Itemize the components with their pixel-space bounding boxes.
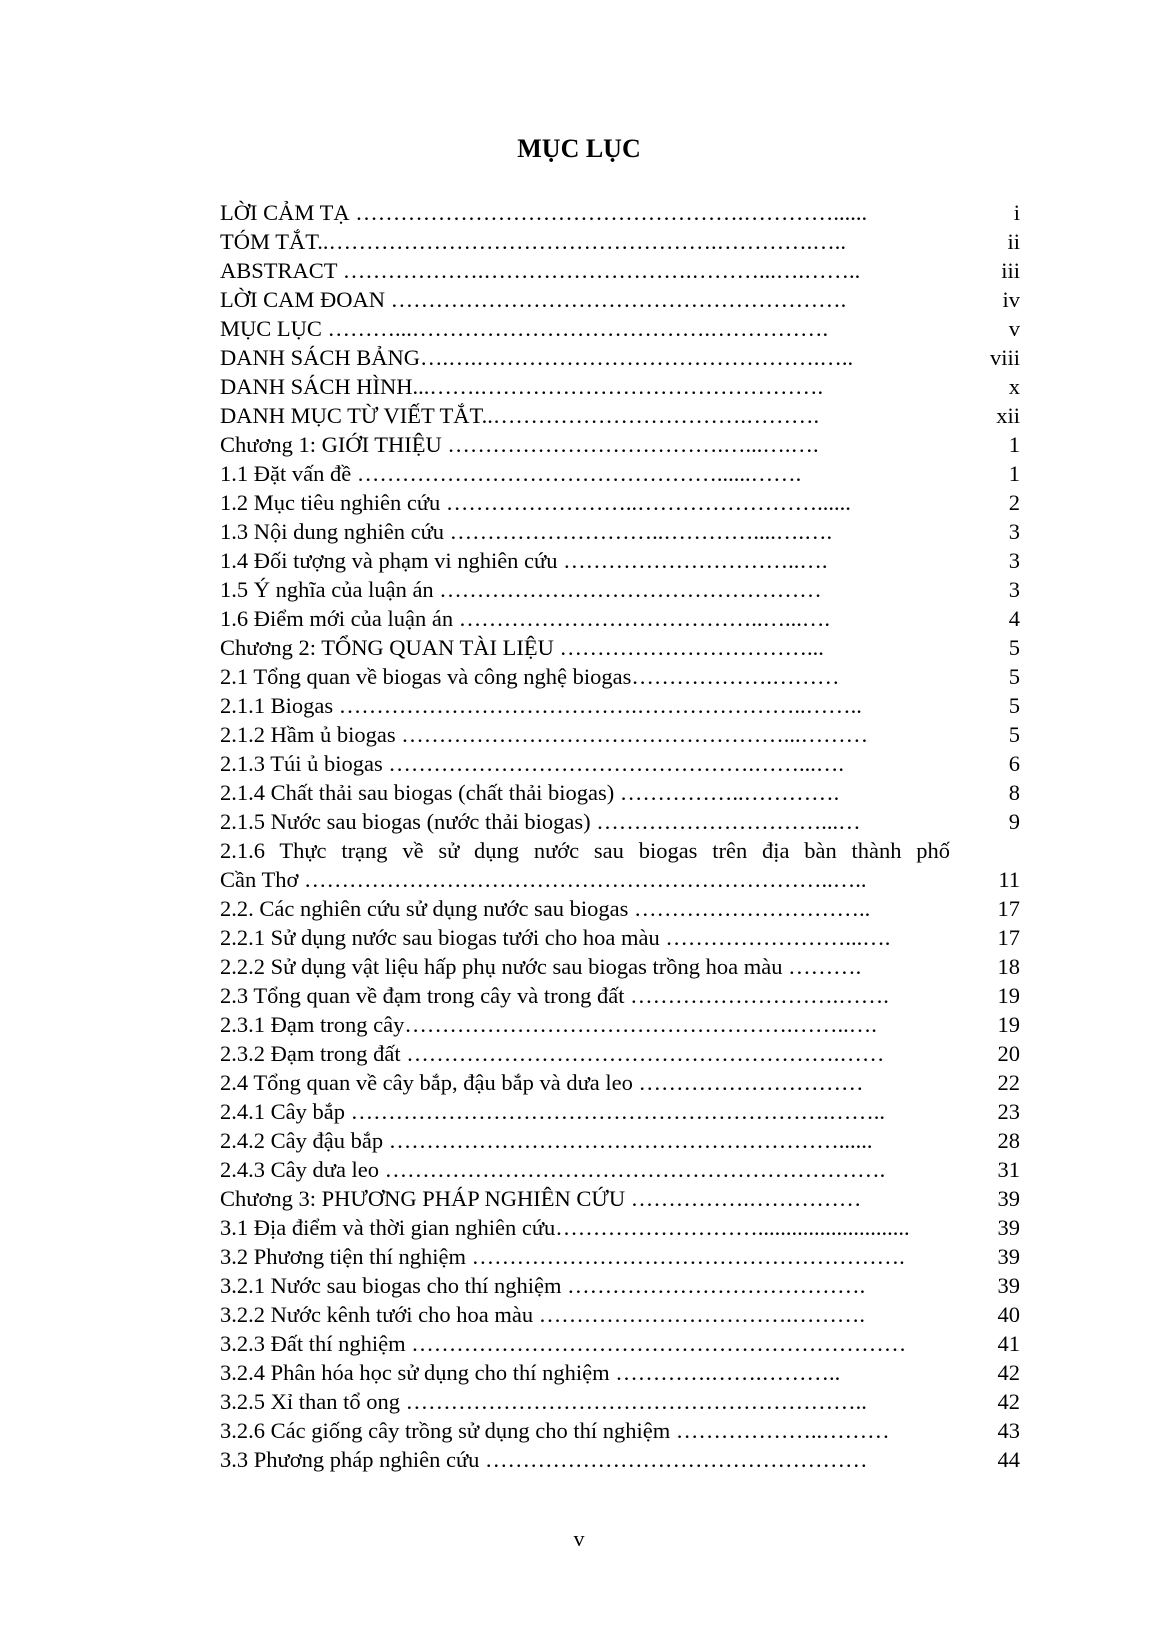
toc-entry xyxy=(220,1329,1020,1358)
toc-entry-text: LỜI CAM ĐOAN ……………………………………………………. xyxy=(220,287,847,312)
toc-entry-page: 1 xyxy=(1008,432,1020,457)
toc-entry-text: 3.2.4 Phân hóa học sử dụng cho thí nghiệm ………….…….……….. xyxy=(220,1360,841,1385)
toc-entry xyxy=(220,662,1020,691)
toc-entry-page: 19 xyxy=(997,1012,1020,1037)
toc-entry xyxy=(220,981,1020,1010)
toc-entry xyxy=(220,836,1020,894)
toc-entry-text: 2.4 Tổng quan về cây bắp, đậu bắp và dưa leo ………………………… xyxy=(220,1070,864,1095)
page-number: v xyxy=(573,1526,585,1551)
toc-entry-text: 2.1.5 Nước sau biogas (nước thải biogas) …………………………...… xyxy=(220,809,861,834)
toc-entry-page: 5 xyxy=(1008,635,1020,660)
toc-entry xyxy=(220,488,1020,517)
toc-entry-text: 2.1.3 Túi ủ biogas ………………………………………….……...…. xyxy=(220,751,844,776)
toc-entry-text: 2.3.1 Đạm trong cây…………………………………………….……..…. xyxy=(220,1012,877,1037)
toc-entry xyxy=(220,1155,1020,1184)
toc-entry-page: 42 xyxy=(997,1360,1020,1385)
toc-entry xyxy=(220,749,1020,778)
toc-entry-text: 3.2.3 Đất thí nghiệm ………………………………………………………… xyxy=(220,1331,907,1356)
toc-entry-page: 6 xyxy=(1008,751,1020,776)
toc-entry xyxy=(220,1039,1020,1068)
toc-entry-text: 2.1.6 Thực trạng về sử dụng nước sau biogas trên địa bàn thành phố xyxy=(220,838,950,863)
toc-entry xyxy=(220,1445,1020,1474)
toc-entry xyxy=(220,1416,1020,1445)
toc-entry xyxy=(220,1213,1020,1242)
toc-entry-text: MỤC LỤC ………...………………………………….……………. xyxy=(220,316,829,341)
toc-entry-text: 3.1 Địa điểm và thời gian nghiên cứu………………………........................... xyxy=(220,1215,910,1240)
toc-entry xyxy=(220,575,1020,604)
toc-entry-page: 19 xyxy=(997,983,1020,1008)
toc-entry-text: 3.2.2 Nước kênh tưới cho hoa màu …………………………….………. xyxy=(220,1302,865,1327)
toc-entry xyxy=(220,372,1020,401)
table-of-contents xyxy=(220,198,1020,1474)
toc-entry-text: 2.1.1 Biogas ………………………………….…………………..…….. xyxy=(220,693,862,718)
toc-entry-page: 40 xyxy=(997,1302,1020,1327)
toc-entry-page: 39 xyxy=(997,1215,1020,1240)
toc-entry-page: 41 xyxy=(997,1331,1020,1356)
toc-entry-page: 22 xyxy=(997,1070,1020,1095)
toc-entry xyxy=(220,778,1020,807)
toc-entry-text: DANH MỤC TỪ VIẾT TẮT..…………………………….………. xyxy=(220,403,820,428)
toc-entry xyxy=(220,401,1020,430)
toc-entry-text: 3.2.1 Nước sau biogas cho thí nghiệm …………………………………. xyxy=(220,1273,866,1298)
toc-entry xyxy=(220,198,1020,227)
toc-entry xyxy=(220,285,1020,314)
toc-entry xyxy=(220,1387,1020,1416)
toc-entry xyxy=(220,1242,1020,1271)
toc-entry xyxy=(220,923,1020,952)
toc-entry xyxy=(220,256,1020,285)
toc-entry-page: 20 xyxy=(997,1041,1020,1066)
toc-entry-text: 3.2.5 Xỉ than tổ ong …………………………………………………….. xyxy=(220,1389,867,1414)
toc-entry xyxy=(220,1126,1020,1155)
toc-entry-page: 18 xyxy=(997,954,1020,979)
toc-entry-page: 5 xyxy=(1008,664,1020,689)
toc-entry-page: 39 xyxy=(997,1273,1020,1298)
toc-entry-text: 2.1.2 Hầm ủ biogas ……………………………………………...……… xyxy=(220,722,869,747)
toc-entry-page: xii xyxy=(996,403,1020,428)
toc-entry-page: iii xyxy=(1001,258,1020,283)
toc-entry-page: v xyxy=(1008,316,1020,341)
toc-entry-page: 3 xyxy=(1008,519,1020,544)
toc-entry-page: 17 xyxy=(997,925,1020,950)
toc-entry-page: 5 xyxy=(1008,722,1020,747)
toc-entry-page: iv xyxy=(1002,287,1020,312)
toc-entry-text: 3.2.6 Các giống cây trồng sử dụng cho thí nghiệm ………………..……… xyxy=(220,1418,890,1443)
toc-entry-page: 5 xyxy=(1008,693,1020,718)
toc-entry xyxy=(220,1010,1020,1039)
toc-entry-page: 3 xyxy=(1008,548,1020,573)
toc-entry-text: 1.5 Ý nghĩa của luận án …………………………………………… xyxy=(220,577,822,602)
toc-entry-page: 3 xyxy=(1008,577,1020,602)
toc-entry-text: Chương 3: PHƯƠNG PHÁP NGHIÊN CỨU …………….…………… xyxy=(220,1186,862,1211)
toc-entry xyxy=(220,1068,1020,1097)
toc-entry-page: 23 xyxy=(997,1099,1020,1124)
toc-entry-text: 3.2 Phương tiện thí nghiệm …………………………………………………. xyxy=(220,1244,905,1269)
toc-entry xyxy=(220,720,1020,749)
toc-entry xyxy=(220,343,1020,372)
toc-entry xyxy=(220,1358,1020,1387)
toc-entry-page: i xyxy=(1013,200,1020,225)
toc-entry-text: 2.4.2 Cây đậu bắp ……………………………………………………...... xyxy=(220,1128,873,1153)
toc-entry-text: 1.3 Nội dung nghiên cứu ………………………..…………....….…. xyxy=(220,519,833,544)
toc-entry xyxy=(220,459,1020,488)
toc-entry-page: viii xyxy=(989,345,1020,370)
toc-entry-text: 2.1 Tổng quan về biogas và công nghệ biogas……………….……… xyxy=(220,664,840,689)
toc-entry-text: Chương 2: TỔNG QUAN TÀI LIỆU ……………………………... xyxy=(220,635,824,660)
toc-entry-text: 2.4.1 Cây bắp ……………………………………………………….…….. xyxy=(220,1099,885,1124)
toc-entry xyxy=(220,1271,1020,1300)
toc-entry xyxy=(220,430,1020,459)
toc-entry-page: 9 xyxy=(1008,809,1020,834)
toc-entry-text: 1.2 Mục tiêu nghiên cứu ……………………..……………………...... xyxy=(220,490,851,515)
toc-entry xyxy=(220,546,1020,575)
toc-entry xyxy=(220,807,1020,836)
toc-entry xyxy=(220,1300,1020,1329)
toc-entry xyxy=(220,227,1020,256)
toc-entry-text: 2.2.1 Sử dụng nước sau biogas tưới cho hoa màu ……………………...…. xyxy=(220,925,891,950)
toc-entry xyxy=(220,517,1020,546)
toc-entry-text: 2.2. Các nghiên cứu sử dụng nước sau biogas ………………………….. xyxy=(220,896,871,921)
toc-entry-page: 39 xyxy=(997,1244,1020,1269)
toc-entry-page: 43 xyxy=(997,1418,1020,1443)
toc-entry-page: 42 xyxy=(997,1389,1020,1414)
toc-entry-text: 2.2.2 Sử dụng vật liệu hấp phụ nước sau biogas trồng hoa màu ………. xyxy=(220,954,862,979)
toc-entry-page: 39 xyxy=(997,1186,1020,1211)
toc-entry xyxy=(220,633,1020,662)
toc-entry-text: 2.3 Tổng quan về đạm trong cây và trong đất ……………………….……. xyxy=(220,983,889,1008)
toc-entry-page: 28 xyxy=(997,1128,1020,1153)
toc-entry xyxy=(220,952,1020,981)
toc-entry xyxy=(220,314,1020,343)
toc-entry-text: 2.1.4 Chất thải sau biogas (chất thải biogas) ……………..…………. xyxy=(220,780,840,805)
toc-entry-page: 11 xyxy=(998,867,1020,892)
toc-entry-page: 2 xyxy=(1008,490,1020,515)
page-title: MỤC LỤC xyxy=(517,134,641,163)
toc-entry-text: TÓM TẮT..…………………………………………….………….….. xyxy=(220,229,847,254)
toc-entry-text-continued: Cần Thơ ……………………………………………………………..….. xyxy=(220,867,867,892)
toc-entry-text: DANH SÁCH BẢNG….….……………………………………….….. xyxy=(220,345,854,370)
toc-entry xyxy=(220,604,1020,633)
toc-entry-page: 31 xyxy=(997,1157,1020,1182)
toc-entry-page: 8 xyxy=(1008,780,1020,805)
toc-entry-text: ABSTRACT ……………….……………………….………...….…….. xyxy=(220,258,861,283)
toc-entry-text: 2.3.2 Đạm trong đất ………………………………………………….…… xyxy=(220,1041,885,1066)
toc-entry-text: 1.6 Điểm mới của luận án …………………………………..…...…. xyxy=(220,606,830,631)
toc-entry xyxy=(220,691,1020,720)
toc-entry-page: 44 xyxy=(997,1447,1020,1472)
toc-entry-page: 17 xyxy=(997,896,1020,921)
toc-entry-text: 3.3 Phương pháp nghiên cứu …………………………………………… xyxy=(220,1447,868,1472)
toc-entry-page: 4 xyxy=(1008,606,1020,631)
toc-entry-page: 1 xyxy=(1008,461,1020,486)
toc-entry-text: DANH SÁCH HÌNH...…….………………………………………. xyxy=(220,374,824,399)
toc-entry xyxy=(220,894,1020,923)
toc-entry xyxy=(220,1184,1020,1213)
toc-entry-text: 1.4 Đối tượng và phạm vi nghiên cứu …………………………..…. xyxy=(220,548,828,573)
toc-entry-text: Chương 1: GIỚI THIỆU ……………………………….…...….…. xyxy=(220,432,819,457)
toc-entry-page: x xyxy=(1008,374,1020,399)
toc-entry-page: ii xyxy=(1007,229,1020,254)
toc-entry xyxy=(220,1097,1020,1126)
toc-entry-text: 1.1 Đặt vấn đề …………………………………………......……. xyxy=(220,461,802,486)
toc-entry-text: LỜI CẢM TẠ …………………………………………….…………...... xyxy=(220,200,868,225)
toc-entry-text: 2.4.3 Cây dưa leo …………………………………………………………. xyxy=(220,1157,886,1182)
